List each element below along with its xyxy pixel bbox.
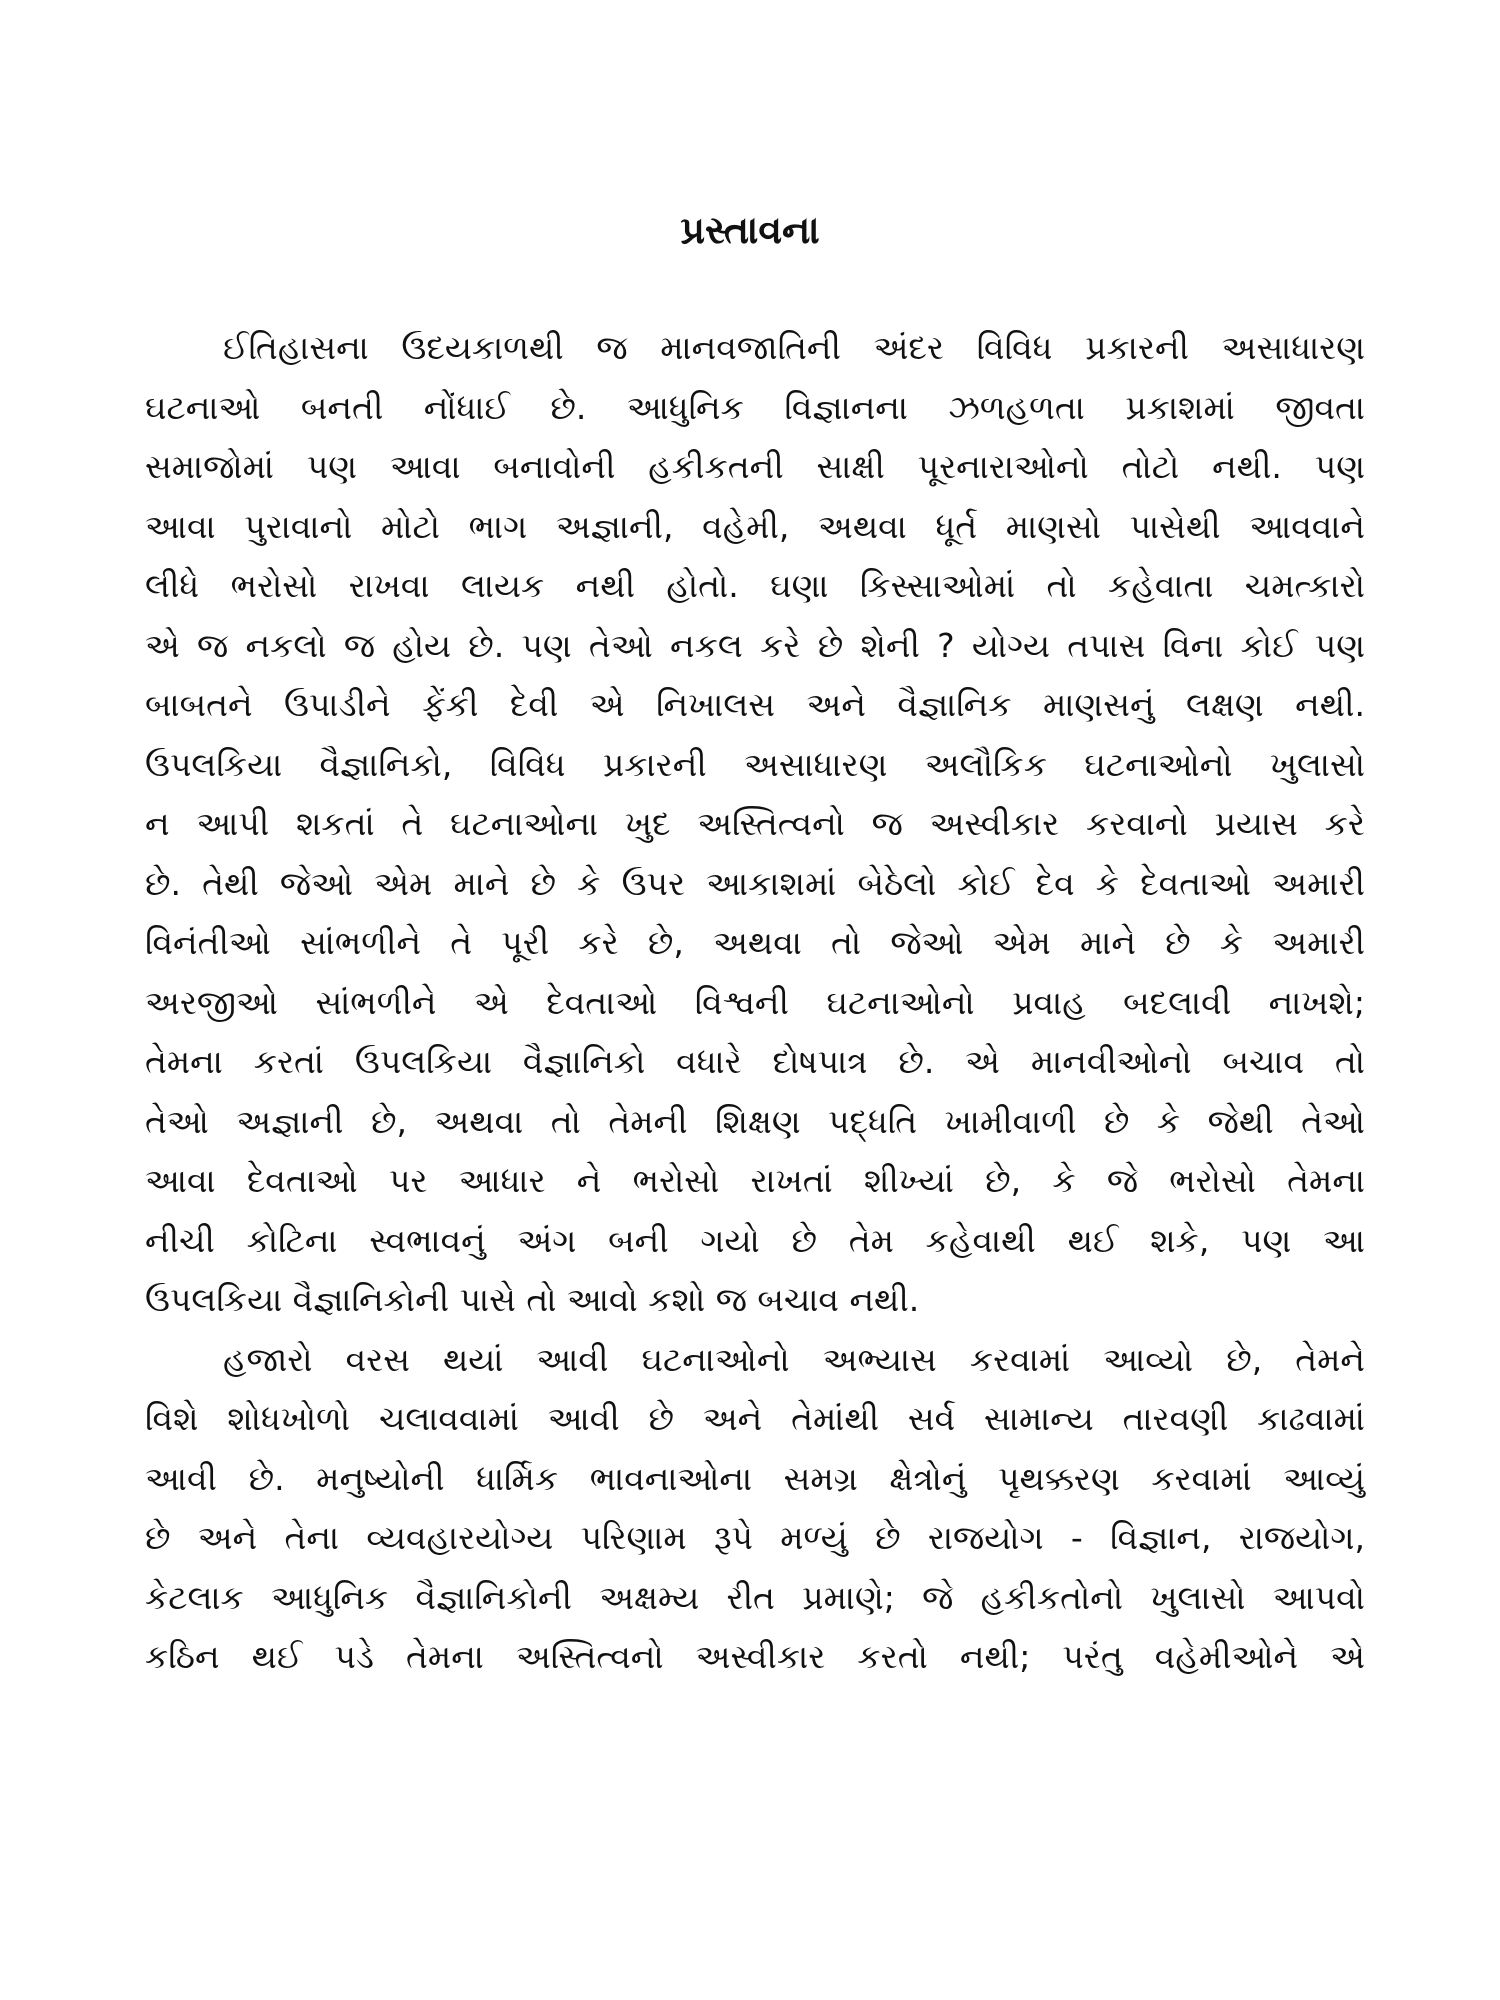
page-title: પ્રસ્તાવના (680, 208, 820, 252)
text-line: આવા દેવતાઓ પર આધાર ને ભરોસો રાખતાં શીખ્યાં છે, કે જે ભરોસો તેમના (145, 1161, 1365, 1200)
paragraph-2 (145, 1330, 1365, 1687)
text-line: સમાજોમાં પણ આવા બનાવોની હકીકતની સાક્ષી પૂરનારાઓનો તોટો નથી. પણ (145, 447, 1365, 486)
text-line: કઠિન થઈ પડે તેમના અસ્તિત્વનો અસ્વીકાર કરતો નથી; પરંતુ વહેમીઓને એ (145, 1637, 1365, 1676)
text-line: આવા પુરાવાનો મોટો ભાગ અજ્ઞાની, વહેમી, અથવા ધૂર્ત માણસો પાસેથી આવવાને (145, 506, 1365, 546)
text-line: વિશે શોધખોળો ચલાવવામાં આવી છે અને તેમાંથી સર્વ સામાન્ય તારવણી કાઢવામાં (145, 1399, 1365, 1438)
text-line: ઘટનાઓ બનતી નોંધાઈ છે. આધુનિક વિજ્ઞાનના ઝળહળતા પ્રકાશમાં જીવતા (145, 387, 1365, 427)
text-line: નીચી કોટિના સ્વભાવનું અંગ બની ગયો છે તેમ કહેવાથી થઈ શકે, પણ આ (145, 1220, 1365, 1260)
text-line: હજારો વરસ થયાં આવી ઘટનાઓનો અભ્યાસ કરવામાં આવ્યો છે, તેમને (223, 1339, 1365, 1379)
text-line: ઈતિહાસના ઉદયકાળથી જ માનવજાતિની અંદર વિવિધ પ્રકારની અસાધારણ (223, 328, 1365, 367)
text-line: અરજીઓ સાંભળીને એ દેવતાઓ વિશ્વની ઘટનાઓનો પ્રવાહ બદલાવી નાખશે; (145, 982, 1365, 1022)
text-line: ન આપી શકતાં તે ઘટનાઓના ખુદ અસ્તિત્વનો જ અસ્વીકાર કરવાનો પ્રયાસ કરે (145, 804, 1365, 843)
paragraph-1 (145, 318, 1365, 1330)
text-line: તેઓ અજ્ઞાની છે, અથવા તો તેમની શિક્ષણ પદ્ધતિ ખામીવાળી છે કે જેથી તેઓ (145, 1101, 1365, 1141)
text-line: લીધે ભરોસો રાખવા લાયક નથી હોતો. ઘણા કિસ્સાઓમાં તો કહેવાતા ચમત્કારો (145, 566, 1365, 605)
text-line: છે અને તેના વ્યવહારયોગ્ય પરિણામ રૂપે મળ્યું છે રાજયોગ - વિજ્ઞાન, રાજયોગ, (145, 1518, 1365, 1557)
text-line: બાબતને ઉપાડીને ફેંકી દેવી એ નિખાલસ અને વૈજ્ઞાનિક માણસનું લક્ષણ નથી. (145, 685, 1365, 724)
body-text (145, 318, 1365, 1687)
text-line: છે. તેથી જેઓ એમ માને છે કે ઉપર આકાશમાં બેઠેલો કોઈ દેવ કે દેવતાઓ અમારી (145, 863, 1365, 903)
text-line: ઉપલકિયા વૈજ્ઞાનિકોની પાસે તો આવો કશો જ બચાવ નથી. (145, 1280, 920, 1319)
text-line: આવી છે. મનુષ્યોની ધાર્મિક ભાવનાઓના સમગ્ર ક્ષેત્રોનું પૃથક્કરણ કરવામાં આવ્યું (145, 1458, 1365, 1498)
text-line: ઉપલકિયા વૈજ્ઞાનિકો, વિવિધ પ્રકારની અસાધારણ અલૌકિક ઘટનાઓનો ખુલાસો (145, 744, 1365, 784)
text-line: તેમના કરતાં ઉપલકિયા વૈજ્ઞાનિકો વધારે દોષપાત્ર છે. એ માનવીઓનો બચાવ તો (145, 1042, 1365, 1081)
text-line: વિનંતીઓ સાંભળીને તે પૂરી કરે છે, અથવા તો જેઓ એમ માને છે કે અમારી (145, 923, 1365, 962)
text-line: એ જ નકલો જ હોય છે. પણ તેઓ નકલ કરે છે શેની ? યોગ્ય તપાસ વિના કોઈ પણ (145, 625, 1365, 665)
text-line: કેટલાક આધુનિક વૈજ્ઞાનિકોની અક્ષમ્ય રીત પ્રમાણે; જે હકીકતોનો ખુલાસો આપવો (145, 1577, 1365, 1617)
